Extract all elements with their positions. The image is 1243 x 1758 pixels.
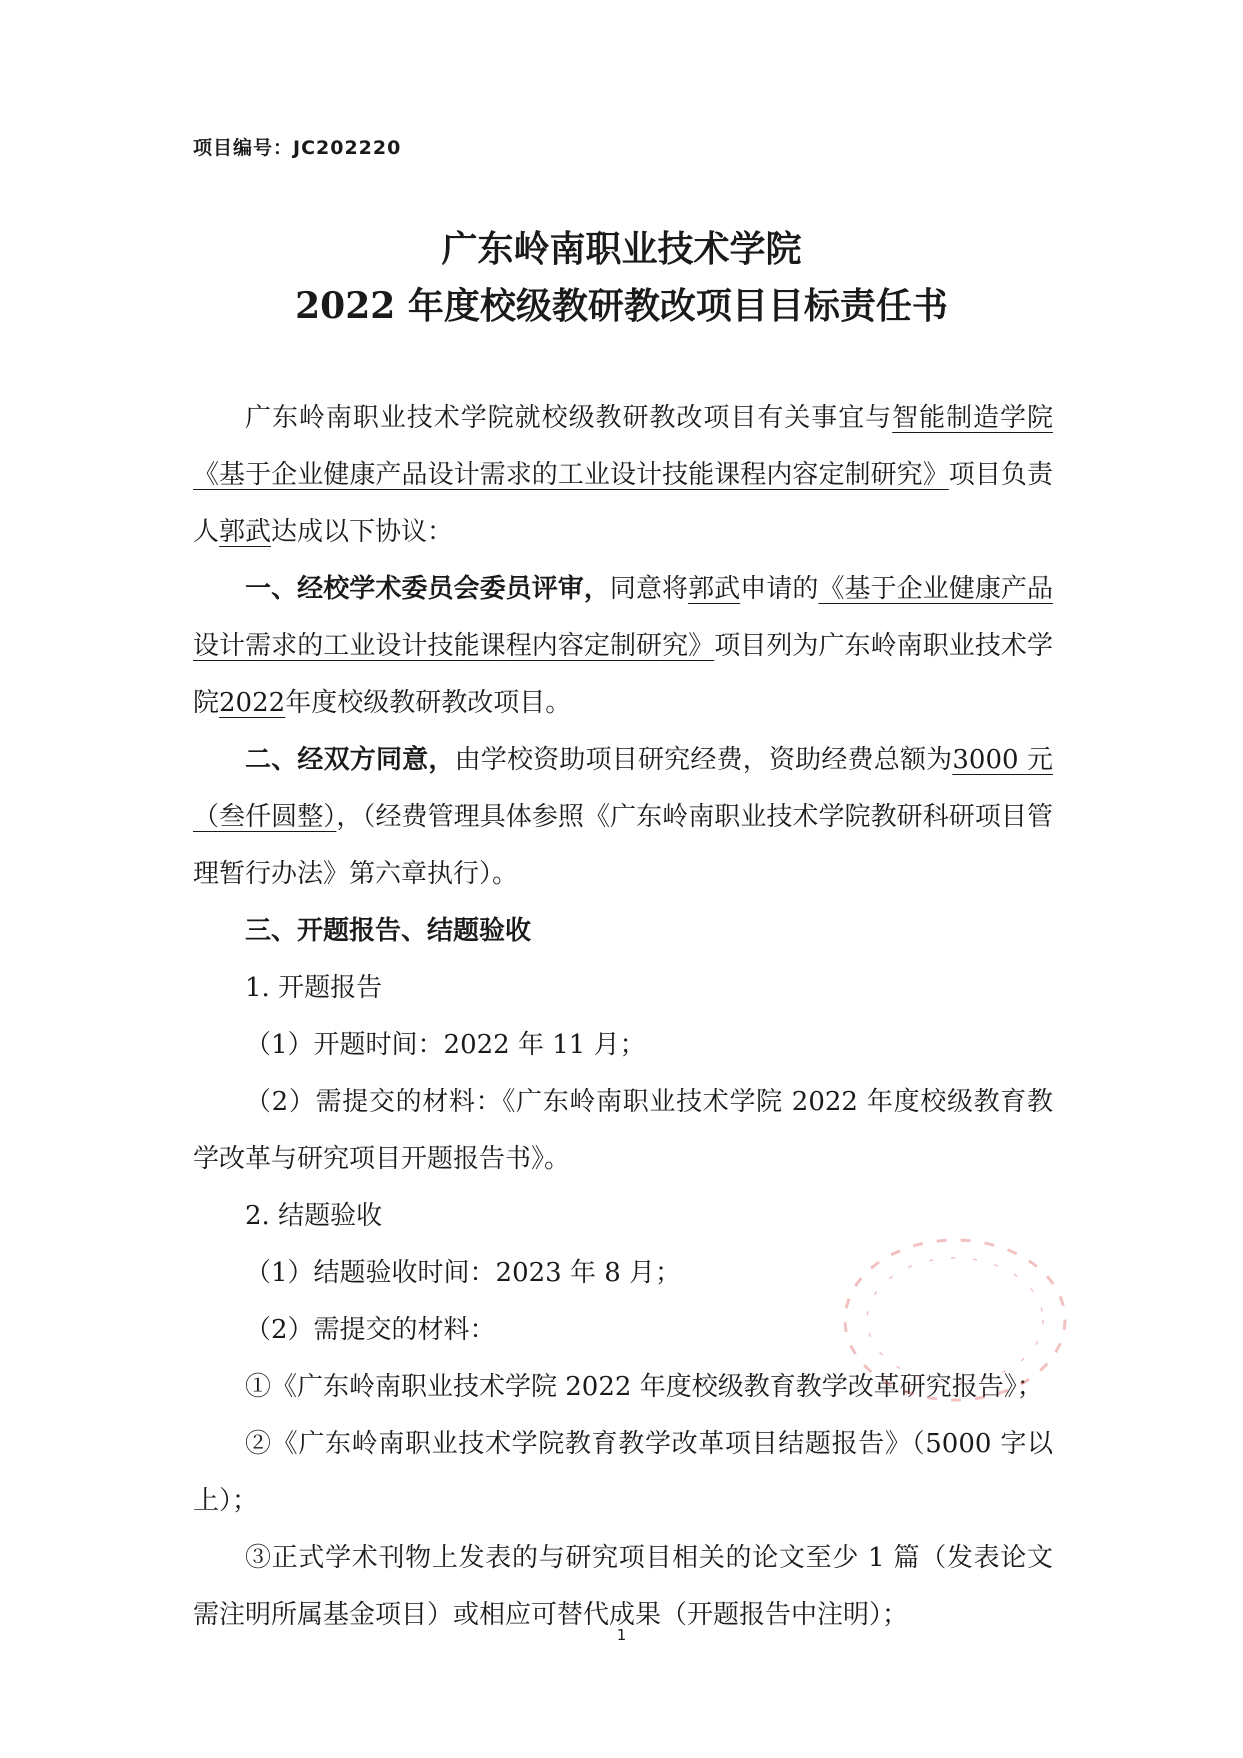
material-item-3: ③正式学术刊物上发表的与研究项目相关的论文至少 1 篇（发表论文需注明所属基金项目）或相应可替代成果（开题报告中注明）； — [193, 1543, 1053, 1630]
section-3-sub2-item1: （1）结题验收时间：2023 年 8 月； — [245, 1258, 682, 1288]
intro-paragraph — [193, 390, 1053, 561]
document-title-line1: 广东岭南职业技术学院 — [441, 228, 802, 270]
intro-text-1: 广东岭南职业技术学院就校级教研教改项目有关事宜与 — [245, 403, 893, 433]
document-title-line2: 2022 年度校级教研教改项目目标责任书 — [295, 285, 948, 327]
section-1-text-2: 申请的 — [740, 574, 819, 604]
section-3-sub1-item1: （1）开题时间：2022 年 11 月； — [245, 1030, 646, 1060]
material-item-1: ①《广东岭南职业技术学院 2022 年度校级教育教学改革研究报告》； — [245, 1372, 1043, 1402]
section-1-paragraph — [193, 561, 1053, 732]
intro-leader-name: 郭武 — [219, 517, 272, 547]
section-1-project-title: 《基于企业健康产品设计需求的工业设计技能课程内容定制研究》 — [193, 574, 1053, 661]
intro-college-project: 智能制造学院《基于企业健康产品设计需求的工业设计技能课程内容定制研究》 — [193, 403, 1053, 490]
section-1-heading: 一、经校学术委员会委员评审， — [245, 574, 610, 604]
section-2-text-2: ，（经费管理具体参照《广东岭南职业技术学院教研科研项目管理暂行办法》第六章执行）。 — [193, 802, 1053, 889]
section-2-heading: 二、经双方同意， — [245, 745, 455, 775]
page-number: 1 — [616, 1626, 627, 1644]
section-1-year: 2022 — [219, 688, 286, 718]
project-number: 项目编号：JC202220 — [193, 137, 402, 159]
section-3-sub1-item2: （2）需提交的材料：《广东岭南职业技术学院 2022 年度校级教育教学改革与研究项目开题报告书》。 — [193, 1087, 1053, 1174]
section-1-text-1: 同意将 — [609, 574, 689, 604]
section-2-text-1: 由学校资助项目研究经费，资助经费总额为 — [454, 745, 953, 775]
faded-seal-stamp — [830, 1225, 1080, 1415]
section-1-text-3: 项目列为广东岭南职业技术学院 — [193, 631, 1053, 718]
section-3-sub1: 1. 开题报告 — [245, 973, 383, 1003]
intro-text-2: 项目负责人 — [193, 460, 1053, 547]
material-item-2: ②《广东岭南职业技术学院教育教学改革项目结题报告》（5000 字以上）； — [193, 1429, 1053, 1516]
section-2-paragraph — [193, 732, 1053, 903]
intro-text-3: 达成以下协议： — [271, 517, 454, 547]
section-1-leader-name: 郭武 — [688, 574, 741, 604]
document-body — [193, 390, 1053, 1644]
section-3-heading: 三、开题报告、结题验收 — [245, 916, 532, 946]
section-2-amount: 3000 元（叁仟圆整） — [193, 745, 1053, 832]
section-3-sub2: 2. 结题验收 — [245, 1201, 383, 1231]
section-3-sub2-item2: （2）需提交的材料： — [245, 1315, 496, 1345]
section-1-text-4: 年度校级教研教改项目。 — [285, 688, 572, 718]
